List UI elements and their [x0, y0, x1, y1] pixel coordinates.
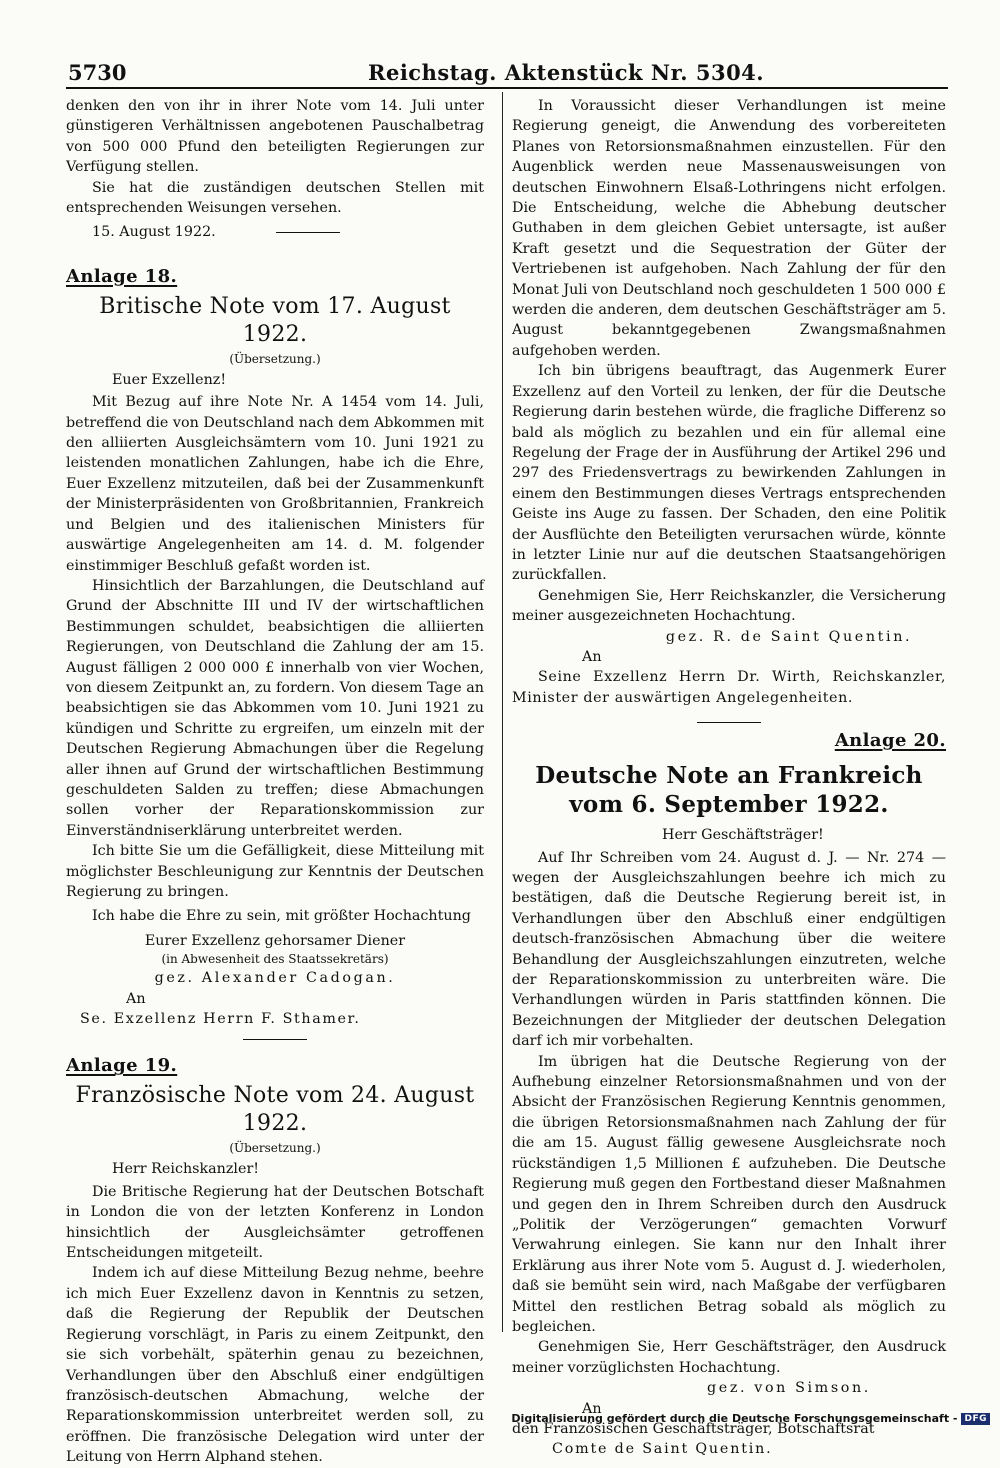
absence-note: (in Abwesenheit des Staatssekretärs): [161, 952, 389, 967]
paragraph: Ich bitte Sie um die Gefälligkeit, diese Mitteilung mit möglichster Beschleunigung zur Kenntnis der Deutschen Regierung zu bringen.: [66, 843, 484, 900]
salutation: Euer Exzellenz!: [112, 371, 227, 388]
right-column: [512, 96, 946, 1460]
header-rule: [66, 87, 948, 89]
running-title: Reichstag. Aktenstück Nr. 5304.: [368, 60, 765, 85]
anlage-20-title-date: vom 6. September 1922.: [569, 791, 889, 819]
paragraph: Genehmigen Sie, Herr Geschäftsträger, den Ausdruck meiner vorzüglichsten Hochachtung.: [512, 1339, 946, 1376]
addressee-name: Comte de Saint Quentin.: [552, 1441, 773, 1458]
page-header: [68, 60, 948, 88]
paragraph: Genehmigen Sie, Herr Reichskanzler, die Versicherung meiner ausgezeichneten Hochachtung.: [512, 587, 946, 625]
addressee-an: An: [582, 1400, 602, 1417]
anlage-19-subtitle: (Übersetzung.): [229, 1141, 321, 1156]
anlage-19-title: Französische Note vom 24. August 1922.: [75, 1083, 475, 1137]
closing: Eurer Exzellenz gehorsamer Diener: [144, 932, 406, 949]
salutation: Herr Geschäftsträger!: [662, 827, 824, 844]
paragraph: Auf Ihr Schreiben vom 24. August d. J. — Nr. 274 — wegen der Ausgleichszahlungen beehre ich mich zu bestätigen, daß die Deutsche Regierung bereit ist, in Verhandlungen über den Abschluß einer endgültigen deutsch-französischen Abmachung über die weitere Behandlung der Ausgleichszahlungen einzutreten, welche der Reparationskommission zu unterbreiten wäre. Die Verhandlungen würden in Paris stattfinden können. Die Bezeichnungen der Mitglieder der deutschen Delegation darf ich mir vorbehalten.: [512, 849, 946, 1050]
document-date: 15. August 1922.: [92, 224, 216, 241]
anlage-18-subtitle: (Übersetzung.): [229, 351, 321, 366]
paragraph: Ich bin übrigens beauftragt, das Augenmerk Eurer Exzellenz auf den Vorteil zu lenken, der für die Deutsche Regierung darin bestehen würde, die fragliche Differenz so bald als möglich zu bezahlen und ein für allemal eine Regelung der Frage der in Ausführung der Artikel 296 und 297 des Friedensvertrags zu bewirkenden Zahlungen in einem den Bestimmungen dieses Vertrags entsprechenden Geiste ins Auge zu fassen. Der Schaden, den eine Politik der Ausflüchte den Beteiligten verursachen würde, könnte in letzter Linie nur auf die deutschen Staatsangehörigen zurückfallen.: [512, 363, 946, 584]
addressee: den Französischen Geschäftsträger, Botschaftsrat: [512, 1420, 875, 1437]
addressee-an: An: [126, 990, 146, 1007]
paragraph: Indem ich auf diese Mitteilung Bezug nehme, beehre ich mich Euer Exzellenz davon in Kenntnis zu setzen, daß die Regierung der Republik der Deutschen Regierung vorschlägt, in Paris zu einem Zeitpunkt, den sie sich vorbehält, späterhin genau zu bezeichnen, Verhandlungen über den Abschluß einer endgültigen französisch-deutschen Abmachung, welche der Reparationskommission unterbreitet werden soll, zu eröffnen. Die französische Delegation wird unter der Leitung von Herrn Alphand stehen.: [66, 1265, 484, 1466]
anlage-18-title: Britische Note vom 17. August 1922.: [99, 293, 451, 347]
anlage-20-title: Deutsche Note an Frankreich: [535, 762, 923, 790]
section-rule: [276, 232, 340, 233]
continuation-paragraph: denken den von ihr in ihrer Note vom 14. Juli unter günstigeren Verhältnissen angebotenen Pauschalbetrag von 500 000 Pfund den beteiligten Regierungen zur Verfügung stellen.: [66, 98, 484, 176]
signature: gez. von Simson.: [707, 1380, 871, 1397]
addressee: Seine Exzellenz Herrn Dr. Wirth, Reichskanzler, Minister der auswärtigen Angelegenheiten.: [512, 669, 946, 706]
signature: gez. Alexander Cadogan.: [154, 970, 396, 987]
digitization-footer: [511, 1412, 990, 1425]
dfg-logo: DFG: [961, 1413, 990, 1425]
paragraph: In Voraussicht dieser Verhandlungen ist meine Regierung geneigt, die Anwendung des vorbereiteten Planes von Retorsionsmaßnahmen einzustellen. Für den Augenblick werden neue Massenausweisungen von deutschen Einwohnern Elsaß-Lothringens nicht erfolgen. Die Entscheidung, welche die Abhebung deutscher Guthaben in dem gleichen Gebiet untersagte, ist außer Kraft gesetzt und die Sequestration der Güter der Vertriebenen ist aufgehoben. Nach Zahlung der für den Monat Juli von Deutschland noch geschuldeten 1 500 000 £ werden die anderen, dem deutschen Geschäftsträger am 5. August bekanntgegebenen Zwangsmaßnahmen aufgehoben werden.: [512, 98, 946, 359]
paragraph: Ich habe die Ehre zu sein, mit größter Hochachtung: [92, 908, 471, 925]
paragraph: Hinsichtlich der Barzahlungen, die Deutschland auf Grund der Abschnitte III und IV der wirtschaftlichen Bestimmungen schuldet, beabsichtigen die alliierten Regierungen, von Deutschland die Zahlung der am 15. August fälligen 2 000 000 £ innerhalb von vier Wochen, von diesem Zeitpunkt an, zu fordern. Von diesem Tage an beabsichtigen sie das Abkommen vom 10. Juni 1921 zu kündigen und Schritte zu ergreifen, um einzeln mit der Deutschen Regierung Abmachungen über die Regelung aller ihnen auf Grund der wirtschaftlichen Bestimmung geschuldeten Salden zu treffen; diese Abmachungen sollen vorher der Reparationskommission zur Einverständniserklärung unterbreitet werden.: [66, 577, 484, 839]
section-rule: [243, 1039, 307, 1040]
left-column: [66, 96, 484, 1468]
paragraph: Mit Bezug auf ihre Note Nr. A 1454 vom 14. Juli, betreffend die von Deutschland nach dem Abkommen mit den alliierten Ausgleichsämtern vom 10. Juni 1921 zu leistenden monatlichen Zahlungen, habe ich die Ehre, Euer Exzellenz mitzuteilen, daß bei der Zusammenkunft der Ministerpräsidenten von Großbritannien, Frankreich und Belgien und des italienischen Ministers für auswärtige Angelegenheiten am 14. d. M. folgender einstimmiger Beschluß gefaßt worden ist.: [66, 394, 484, 574]
paragraph: Die Britische Regierung hat der Deutschen Botschaft in London die von der letzten Konferenz in London hinsichtlich der Ausgleichsämter getroffenen Entscheidungen mitgeteilt.: [66, 1183, 484, 1262]
paragraph: Im übrigen hat die Deutsche Regierung von der Aufhebung einzelner Retorsionsmaßnahmen und von der Absicht der Französischen Regierung Kenntnis genommen, die übrigen Retorsionsmaßnahmen nach Zahlung der für die am 15. August fällig gewesene Ausgleichsrate noch rückständigen 1,5 Millionen £ aufzuheben. Die Deutsche Regierung muß gegen den Fortbestand dieser Maßnahmen und gegen den in Ihrem Schreiben durch den Ausdruck „Politik der Verzögerungen“ gemachten Vorwurf Verwahrung einlegen. Sie kann nur den Inhalt ihrer Erklärung aus ihrer Note vom 5. August d. J. wiederholen, daß sie bemüht sein wird, nach Maßgabe der verfügbaren Mittel den restlichen Betrag sobald als möglich zu begleichen.: [512, 1053, 946, 1335]
signature: gez. R. de Saint Quentin.: [665, 628, 913, 645]
addressee: Se. Exzellenz Herrn F. Sthamer.: [80, 1011, 361, 1028]
anlage-18-heading: Anlage 18.: [66, 265, 178, 287]
anlage-19-heading: Anlage 19.: [66, 1055, 178, 1077]
continuation-paragraph: Sie hat die zuständigen deutschen Stellen mit entsprechenden Weisungen versehen.: [66, 179, 484, 217]
anlage-20-heading: Anlage 20.: [834, 730, 946, 752]
column-divider: [502, 92, 503, 1332]
page-number: 5730: [68, 60, 127, 85]
dated-line: [66, 222, 484, 242]
salutation: Herr Reichskanzler!: [112, 1161, 260, 1178]
footer-text: Digitalisierung gefördert durch die Deutsche Forschungsgemeinschaft -: [511, 1412, 958, 1425]
addressee-an: An: [582, 648, 602, 665]
section-rule: [697, 722, 761, 723]
